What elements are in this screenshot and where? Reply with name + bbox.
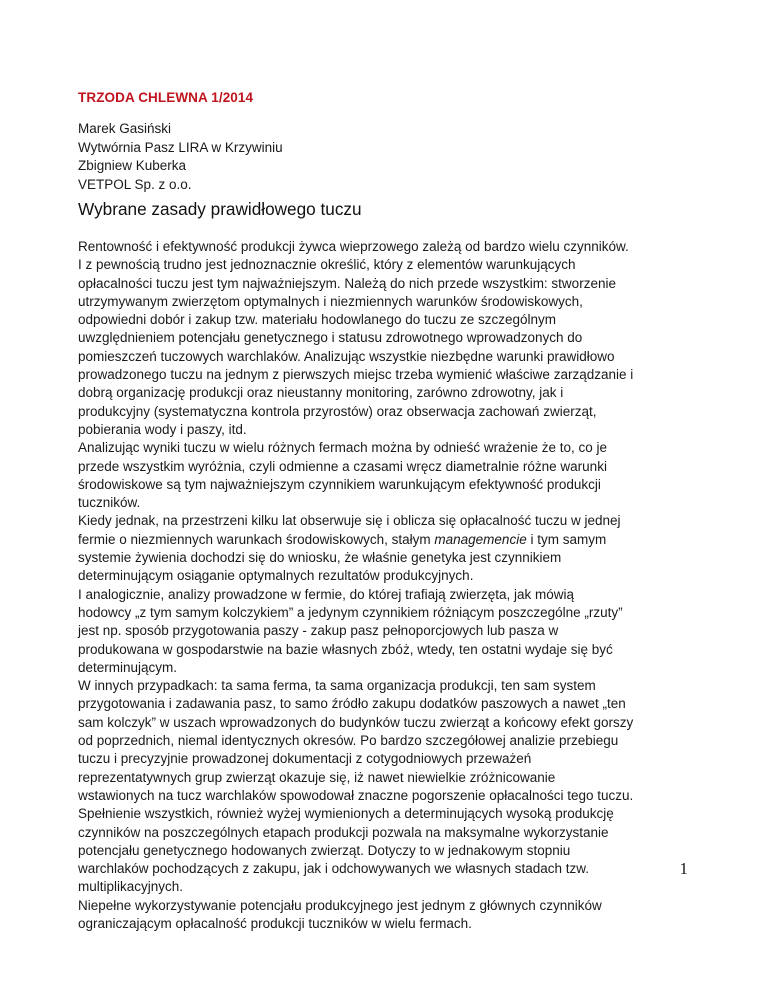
- text-line: hodowcy „z tym samym kolczykiem” a jedynym czynnikiem różniącym poszczególne „rzuty”: [78, 604, 623, 620]
- text-line: Analizując wyniki tuczu w wielu różnych fermach można by odnieść wrażenie że to, co je: [78, 440, 607, 456]
- text-line: systemie żywienia dochodzi się do wniosku, że właśnie genetyka jest czynnikiem: [78, 550, 562, 566]
- text-line: determinującym osiąganie optymalnych rezultatów produkcyjnych.: [78, 568, 474, 584]
- author-affiliation: VETPOL Sp. z o.o.: [78, 176, 192, 192]
- body-paragraph: [78, 897, 688, 934]
- text-line: jest np. sposób przygotowania paszy - zakup pasz pełnoporcjowych lub pasza w: [78, 623, 559, 639]
- body-paragraph: [78, 805, 688, 896]
- text-line: Rentowność i efektywność produkcji żywca wieprzowego zależą od bardzo wielu czynników.: [78, 239, 629, 254]
- text-line: produkcyjny (systematyczna kontrola przyrostów) oraz obserwacja zachowań zwierząt,: [78, 403, 597, 419]
- author-affiliation: Wytwórnia Pasz LIRA w Krzywiniu: [78, 139, 283, 155]
- text-line: fermie o niezmiennych warunkach środowiskowych, stałym managemencie i tym samym: [78, 531, 607, 547]
- body-paragraph: [78, 586, 688, 677]
- text-line: tuczu i precyzyjnie prowadzonej dokumentacji z cotygodniowych przeważeń: [78, 751, 532, 767]
- text-line: prowadzonego tuczu na jednym z pierwszych miejsc trzeba wymienić właściwe zarządzanie i: [78, 367, 634, 383]
- text-line: utrzymywanym zwierzętom optymalnych i niezmiennych warunków środowiskowych,: [78, 293, 583, 309]
- text-line: czynników na poszczególnych etapach produkcji pozwala na maksymalne wykorzystanie: [78, 824, 609, 840]
- text-line: reprezentatywnych grup zwierząt okazuje się, iż nawet niewielkie zróżnicowanie: [78, 769, 556, 785]
- article-title: Wybrane zasady prawidłowego tuczu: [78, 199, 362, 219]
- text-line: sam kolczyk” w uszach wprowadzonych do budynków tuczu zwierząt a końcowy efekt gorszy: [78, 714, 634, 730]
- text-line: od poprzednich, niemal identycznych okresów. Po bardzo szczegółowej analizie przebiegu: [78, 733, 619, 749]
- author-name: Zbigniew Kuberka: [78, 158, 187, 174]
- text-line: przede wszystkim wyróżnia, czyli odmienne a czasami wręcz diametralnie różne warunki: [78, 458, 607, 474]
- text-line: multiplikacyjnych.: [78, 879, 184, 895]
- page-number: 1: [679, 859, 688, 878]
- text-line: pobierania wody i paszy, itd.: [78, 421, 247, 437]
- text-line: pomieszczeń tuczowych warchlaków. Analizując wszystkie niezbędne warunki prawidłowo: [78, 348, 615, 364]
- text-line: Spełnienie wszystkich, również wyżej wymienionych a determinujących wysoką produkcję: [78, 806, 614, 822]
- journal-header: TRZODA CHLEWNA 1/2014: [78, 90, 254, 105]
- text-line: przygotowania i zadawania pasz, to samo źródło zakupu dodatków paszowych a nawet „ten: [78, 696, 626, 712]
- author-name: Marek Gasiński: [78, 121, 172, 136]
- text-line: warchlaków pochodzących z zakupu, jak i odchowywanych we własnych stadach tzw.: [78, 861, 590, 877]
- text-line: Niepełne wykorzystywanie potencjału produkcyjnego jest jednym z głównych czynników: [78, 897, 602, 913]
- body-paragraph: [78, 677, 688, 805]
- text-line: produkowana w gospodarstwie na bazie własnych zbóż, wtedy, ten ostatni wydaje się być: [78, 641, 613, 657]
- text-line: dobrą organizację produkcji oraz nieustanny monitoring, zarówno zdrowotny, jak i: [78, 385, 564, 401]
- author-block: [78, 120, 283, 194]
- body-paragraph: [78, 238, 688, 439]
- text-line: I analogicznie, analizy prowadzone w fermie, do której trafiają zwierzęta, jak mówią: [78, 586, 574, 602]
- text-line: tuczników.: [78, 495, 141, 511]
- text-line: determinującym.: [78, 659, 178, 675]
- article-body: [78, 238, 688, 933]
- text-line: wstawionych na tucz warchlaków spowodował znaczne pogorszenie opłacalności tego tuczu.: [78, 787, 634, 803]
- text-line: odpowiedni dobór i zakup tzw. materiału hodowlanego do tuczu ze szczególnym: [78, 312, 557, 328]
- text-line: I z pewnością trudno jest jednoznacznie określić, który z elementów warunkujących: [78, 257, 576, 273]
- body-paragraph: [78, 512, 688, 585]
- text-line: środowiskowe są tym najważniejszym czynnikiem warunkującym efektywność produkcji: [78, 476, 601, 492]
- text-line: uwzględnieniem potencjału genetycznego i statusu zdrowotnego wprowadzonych do: [78, 330, 583, 346]
- text-line: Kiedy jednak, na przestrzeni kilku lat obserwuje się i oblicza się opłacalność tuczu w jednej: [78, 513, 621, 529]
- text-line: potencjału genetycznego hodowanych zwierząt. Dotyczy to w jednakowym stopniu: [78, 842, 571, 858]
- text-line: W innych przypadkach: ta sama ferma, ta sama organizacja produkcji, ten sam system: [78, 678, 596, 694]
- text-line: ograniczającym opłacalność produkcji tuczników w wielu fermach.: [78, 915, 472, 931]
- body-paragraph: [78, 439, 688, 512]
- text-line: opłacalności tuczu jest tym najważniejszym. Należą do nich przede wszystkim: stworzenie: [78, 275, 616, 291]
